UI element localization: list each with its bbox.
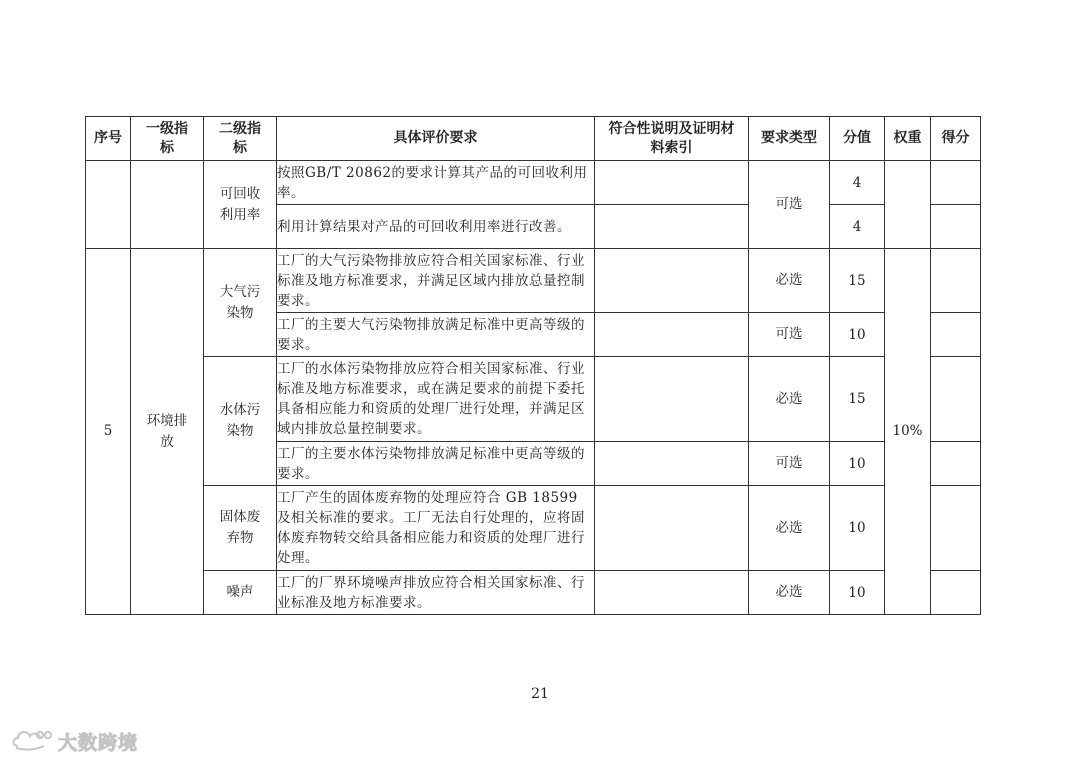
- score-cell: 15: [830, 249, 885, 313]
- got-cell: [931, 486, 981, 571]
- requirement-cell: 工厂的主要大气污染物排放满足标准中更高等级的要求。: [277, 313, 595, 357]
- table-row: [86, 571, 981, 615]
- score-cell: 10: [830, 442, 885, 486]
- page-number: 21: [531, 686, 549, 702]
- type-cell: 必选: [749, 571, 830, 615]
- type-cell: 必选: [749, 357, 830, 442]
- watermark: [10, 726, 138, 756]
- score-cell: 10: [830, 571, 885, 615]
- table-row: [86, 486, 981, 571]
- type-cell: 可选: [749, 313, 830, 357]
- header-seq: 序号: [86, 117, 131, 161]
- header-row: [86, 117, 981, 161]
- weight-cell-empty: [885, 161, 931, 249]
- level2-cell: 噪声: [204, 571, 277, 615]
- header-got: 得分: [931, 117, 981, 161]
- header-level2: 二级指 标: [204, 117, 277, 161]
- level2-cell: 固体废 弃物: [204, 486, 277, 571]
- level1-cell-empty: [131, 161, 204, 249]
- evidence-cell: [595, 357, 749, 442]
- requirement-cell: 工厂的厂界环境噪声排放应符合相关国家标准、行业标准及地方标准要求。: [277, 571, 595, 615]
- table-row: [86, 161, 981, 205]
- got-cell: [931, 357, 981, 442]
- seq-cell-empty: [86, 161, 131, 249]
- header-score: 分值: [830, 117, 885, 161]
- type-cell: 必选: [749, 486, 830, 571]
- requirement-cell: 工厂产生的固体废弃物的处理应符合 GB 18599 及相关标准的要求。工厂无法自行处理的，应将固体废弃物转交给具备相应能力和资质的处理厂进行处理。: [277, 486, 595, 571]
- requirement-cell: 工厂的主要水体污染物排放满足标准中更高等级的要求。: [277, 442, 595, 486]
- requirement-cell: 利用计算结果对产品的可回收利用率进行改善。: [277, 205, 595, 249]
- header-requirement: 具体评价要求: [277, 117, 595, 161]
- score-cell: 15: [830, 357, 885, 442]
- requirement-cell: 工厂的水体污染物排放应符合相关国家标准、行业标准及地方标准要求，或在满足要求的前提下委托具备相应能力和资质的处理厂进行处理，并满足区域内排放总量控制要求。: [277, 357, 595, 442]
- type-cell: 必选: [749, 249, 830, 313]
- score-cell: 10: [830, 313, 885, 357]
- header-weight: 权重: [885, 117, 931, 161]
- got-cell: [931, 161, 981, 205]
- header-evidence: 符合性说明及证明材 料索引: [595, 117, 749, 161]
- header-type: 要求类型: [749, 117, 830, 161]
- level2-cell: 水体污 染物: [204, 357, 277, 486]
- evidence-cell: [595, 161, 749, 205]
- evidence-cell: [595, 571, 749, 615]
- level1-cell: 环境排 放: [131, 249, 204, 615]
- header-level1: 一级指 标: [131, 117, 204, 161]
- evaluation-table: [85, 116, 981, 615]
- type-cell: 可选: [749, 442, 830, 486]
- evidence-cell: [595, 486, 749, 571]
- score-cell: 4: [830, 161, 885, 205]
- score-cell: 4: [830, 205, 885, 249]
- evidence-cell: [595, 442, 749, 486]
- level2-cell: 可回收 利用率: [204, 161, 277, 249]
- watermark-text: 大数跨境: [58, 731, 139, 754]
- cloud-logo-icon: [10, 726, 54, 756]
- got-cell: [931, 205, 981, 249]
- type-cell: 可选: [749, 161, 830, 249]
- table-row: [86, 357, 981, 442]
- got-cell: [931, 249, 981, 313]
- seq-cell: 5: [86, 249, 131, 615]
- got-cell: [931, 571, 981, 615]
- requirement-cell: 按照GB/T 20862的要求计算其产品的可回收利用率。: [277, 161, 595, 205]
- weight-cell: 10%: [885, 249, 931, 615]
- level2-cell: 大气污 染物: [204, 249, 277, 357]
- evidence-cell: [595, 249, 749, 313]
- evidence-cell: [595, 205, 749, 249]
- got-cell: [931, 442, 981, 486]
- table-row: [86, 249, 981, 313]
- got-cell: [931, 313, 981, 357]
- score-cell: 10: [830, 486, 885, 571]
- requirement-cell: 工厂的大气污染物排放应符合相关国家标准、行业标准及地方标准要求，并满足区域内排放总量控制要求。: [277, 249, 595, 313]
- evidence-cell: [595, 313, 749, 357]
